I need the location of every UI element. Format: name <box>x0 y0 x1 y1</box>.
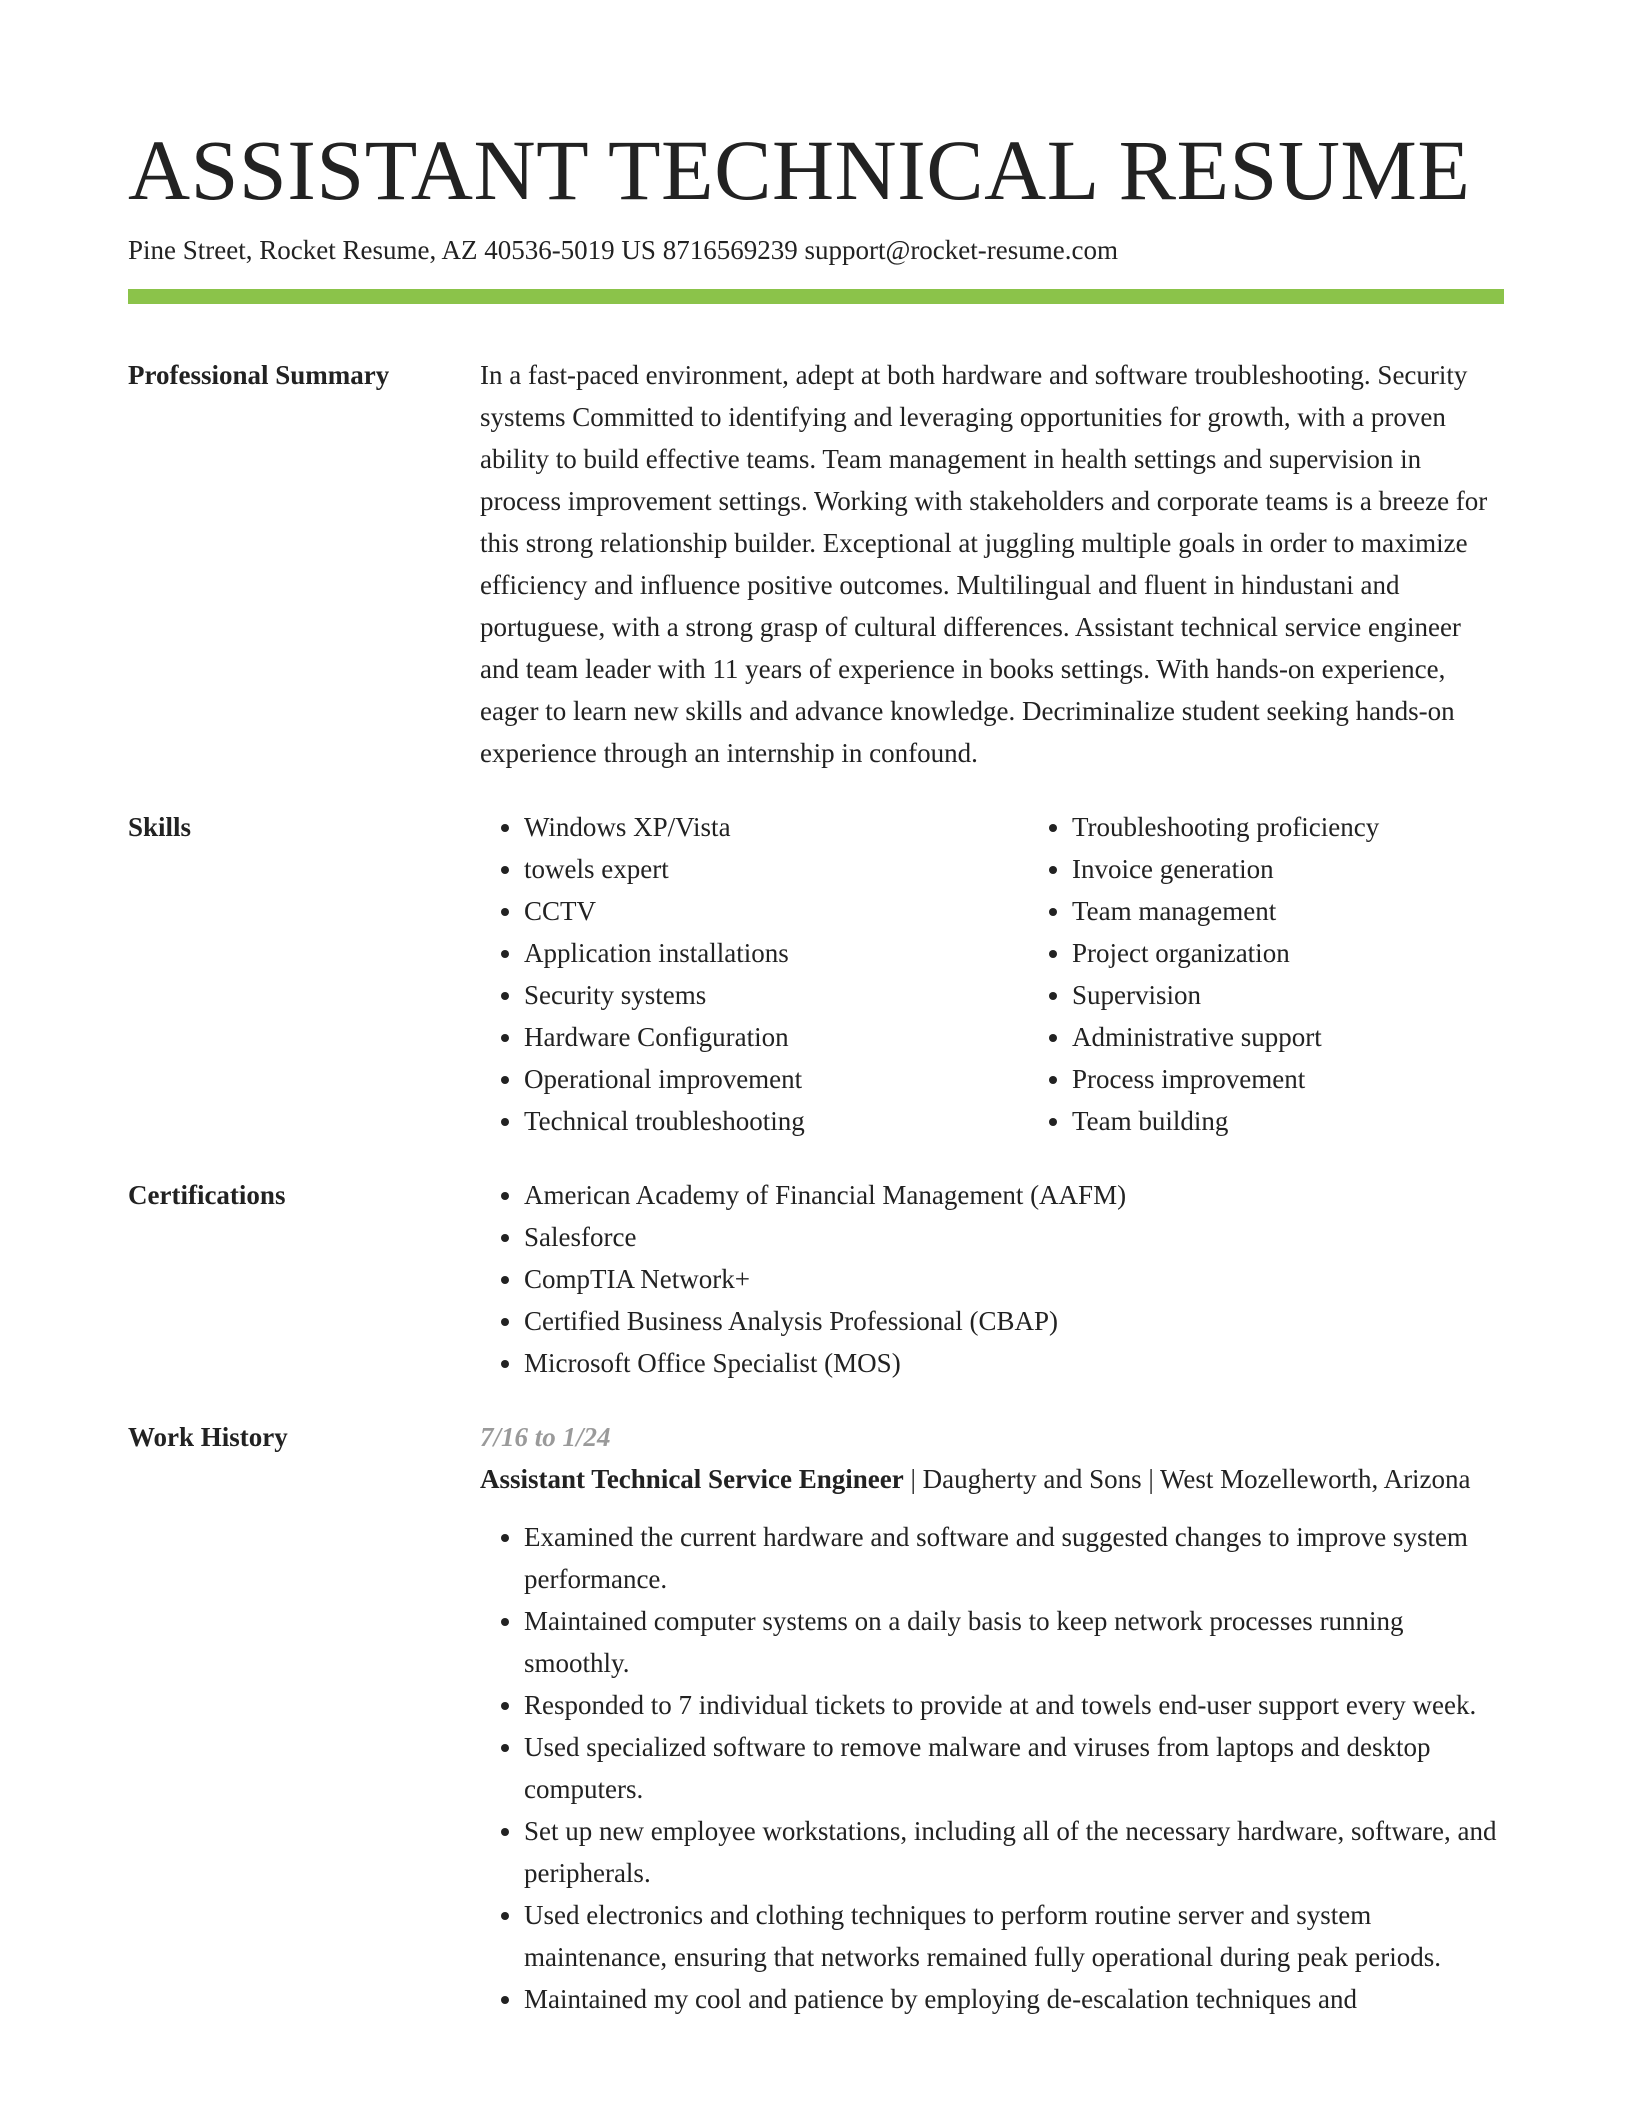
duty-item: • Used specialized software to remove malware and viruses from laptops and desktop computers. <box>524 1726 1504 1810</box>
skill-item: • Security systems <box>524 974 984 1016</box>
skill-item: • Team building <box>1072 1100 1532 1142</box>
skill-item: • Windows XP/Vista <box>524 806 984 848</box>
job-details: | Daugherty and Sons | West Mozelleworth, Arizona <box>903 1464 1471 1494</box>
job-title: Assistant Technical Service Engineer <box>480 1464 904 1494</box>
skill-item: • Supervision <box>1072 974 1532 1016</box>
contact-phone: 8716569239 <box>662 235 798 265</box>
skill-item: • Operational improvement <box>524 1058 984 1100</box>
job-duties-list <box>480 1516 1504 2020</box>
header-divider <box>128 289 1504 304</box>
certification-item: • Certified Business Analysis Professional (CBAP) <box>524 1300 1504 1342</box>
contact-address: Pine Street, Rocket Resume, AZ 40536-5019 US <box>128 235 656 265</box>
skill-item: • Administrative support <box>1072 1016 1532 1058</box>
contact-email: support@rocket-resume.com <box>804 235 1118 265</box>
skill-item: • Application installations <box>524 932 984 974</box>
summary-section <box>128 354 1504 774</box>
certification-item: • CompTIA Network+ <box>524 1258 1504 1300</box>
duty-item: • Examined the current hardware and software and suggested changes to improve system performance. <box>524 1516 1504 1600</box>
certification-item: • Salesforce <box>524 1216 1504 1258</box>
skills-columns <box>480 806 1532 1142</box>
job-dates: 7/16 to 1/24 <box>480 1422 611 1452</box>
skill-item: • Hardware Configuration <box>524 1016 984 1058</box>
skill-item: • Project organization <box>1072 932 1532 974</box>
job-entry <box>480 1416 1504 2020</box>
skills-list-left <box>480 806 984 1142</box>
resume-title: ASSISTANT TECHNICAL RESUME <box>128 122 1471 218</box>
certifications-list <box>480 1174 1504 1384</box>
summary-label: Professional Summary <box>128 360 390 390</box>
certifications-section <box>128 1174 1504 1384</box>
certification-item: • Microsoft Office Specialist (MOS) <box>524 1342 1504 1384</box>
skill-item: • towels expert <box>524 848 984 890</box>
certifications-label: Certifications <box>128 1180 286 1210</box>
contact-line <box>128 232 1504 268</box>
skill-item: • Technical troubleshooting <box>524 1100 984 1142</box>
certification-item: • American Academy of Financial Management (AAFM) <box>524 1174 1504 1216</box>
skill-item: • Invoice generation <box>1072 848 1532 890</box>
work-history-label: Work History <box>128 1422 288 1452</box>
duty-item: • Responded to 7 individual tickets to provide at and towels end-user support every week. <box>524 1684 1504 1726</box>
skill-item: • CCTV <box>524 890 984 932</box>
duty-item: • Set up new employee workstations, including all of the necessary hardware, software, and peripherals. <box>524 1810 1504 1894</box>
skills-list-right <box>1028 806 1532 1142</box>
skill-item: • Troubleshooting proficiency <box>1072 806 1532 848</box>
skills-label: Skills <box>128 812 192 842</box>
work-history-section <box>128 1416 1504 2020</box>
skill-item: • Team management <box>1072 890 1532 932</box>
certifications-body <box>480 1174 1504 1384</box>
skills-section <box>128 806 1504 1142</box>
summary-text: In a fast-paced environment, adept at both hardware and software troubleshooting. Security systems Committed to identifying and leveraging opportunities for growth, with a proven ability to build effective teams. Team management in health settings and supervision in process improvement settings. Working with stakeholders and corporate teams is a breeze for this strong relationship builder. Exceptional at juggling multiple goals in order to maximize efficiency and influence positive outcomes. Multilingual and fluent in hindustani and portuguese, with a strong grasp of cultural differences. Assistant technical service engineer and team leader with 11 years of experience in books settings. With hands-on experience, eager to learn new skills and advance knowledge. Decriminalize student seeking hands-on experience through an internship in confound. <box>480 360 1488 768</box>
job-header <box>480 1458 1504 1500</box>
duty-item: • Maintained my cool and patience by employing de-escalation techniques and <box>524 1978 1504 2020</box>
duty-item: • Used electronics and clothing techniques to perform routine server and system maintenance, ensuring that networks remained fully operational during peak periods. <box>524 1894 1504 1978</box>
duty-item: • Maintained computer systems on a daily basis to keep network processes running smoothly. <box>524 1600 1504 1684</box>
skill-item: • Process improvement <box>1072 1058 1532 1100</box>
